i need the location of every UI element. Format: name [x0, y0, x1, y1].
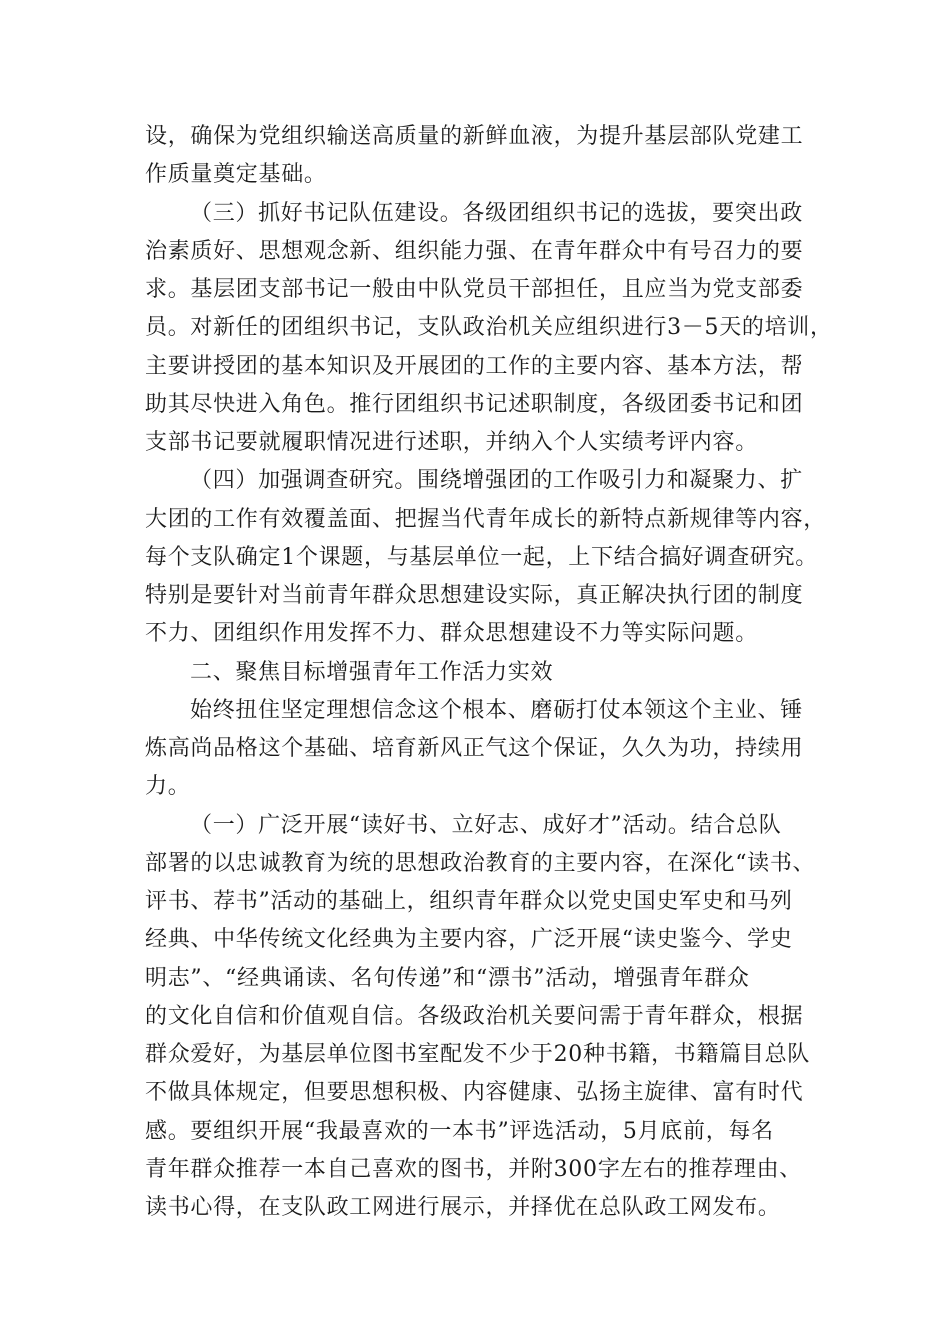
text-line: 始终扭住坚定理想信念这个根本、磨砺打仗本领这个主业、锤: [190, 698, 803, 723]
text-line: 读书心得，在支队政工网进行展示，并择优在总队政工网发布。: [145, 1195, 781, 1220]
text-line: 每个支队确定1个课题，与基层单位一起，上下结合搞好调查研究。: [145, 545, 818, 570]
section-heading-line: （一）广泛开展“读好书、立好志、成好才”活动。结合总队: [190, 813, 782, 838]
text-line: 评书、荐书”活动的基础上，组织青年群众以党史国史军史和马列: [145, 889, 793, 914]
text-line: 不力、团组织作用发挥不力、群众思想建设不力等实际问题。: [145, 621, 758, 646]
section-heading-line: （三）抓好书记队伍建设。各级团组织书记的选拔，要突出政: [190, 201, 803, 226]
text-line: 治素质好、思想观念新、组织能力强、在青年群众中有号召力的要: [145, 239, 804, 264]
text-line: 感。要组织开展“我最喜欢的一本书”评选活动，5月底前，每名: [145, 1119, 774, 1144]
text-line: 青年群众推荐一本自己喜欢的图书，并附300字左右的推荐理由、: [145, 1157, 802, 1182]
text-line: 主要讲授团的基本知识及开展团的工作的主要内容、基本方法，帮: [145, 354, 804, 379]
text-line: 群众爱好，为基层单位图书室配发不少于20种书籍，书籍篇目总队: [145, 1042, 810, 1067]
text-line: 大团的工作有效覆盖面、把握当代青年成长的新特点新规律等内容，: [145, 507, 827, 532]
text-line: 助其尽快进入角色。推行团组织书记述职制度，各级团委书记和团: [145, 392, 804, 417]
text-line: 经典、中华传统文化经典为主要内容，广泛开展“读史鉴今、学史: [145, 927, 793, 952]
text-line: 作质量奠定基础。: [145, 162, 327, 187]
text-line: 的文化自信和价值观自信。各级政治机关要问需于青年群众，根据: [145, 1004, 804, 1029]
text-line: 员。对新任的团组织书记，支队政治机关应组织进行3－5天的培训，: [145, 315, 833, 340]
text-line: 不做具体规定，但要思想积极、内容健康、弘扬主旋律、富有时代: [145, 1080, 804, 1105]
text-line: 炼高尚品格这个基础、培育新风正气这个保证，久久为功，持续用: [145, 736, 804, 761]
section-heading-line: （四）加强调查研究。围绕增强团的工作吸引力和凝聚力、扩: [190, 468, 803, 493]
chapter-heading: 二、聚焦目标增强青年工作活力实效: [190, 660, 554, 685]
text-line: 设，确保为党组织输送高质量的新鲜血液，为提升基层部队党建工: [145, 124, 804, 149]
text-line: 部署的以忠诚教育为统的思想政治教育的主要内容，在深化“读书、: [145, 851, 816, 876]
text-line: 力。: [145, 774, 191, 799]
text-line: 求。基层团支部书记一般由中队党员干部担任，且应当为党支部委: [145, 277, 804, 302]
text-line: 支部书记要就履职情况进行述职，并纳入个人实绩考评内容。: [145, 430, 758, 455]
text-line: 明志”、“经典诵读、名句传递”和“漂书”活动，增强青年群众: [145, 966, 750, 991]
text-line: 特别是要针对当前青年群众思想建设实际，真正解决执行团的制度: [145, 583, 804, 608]
